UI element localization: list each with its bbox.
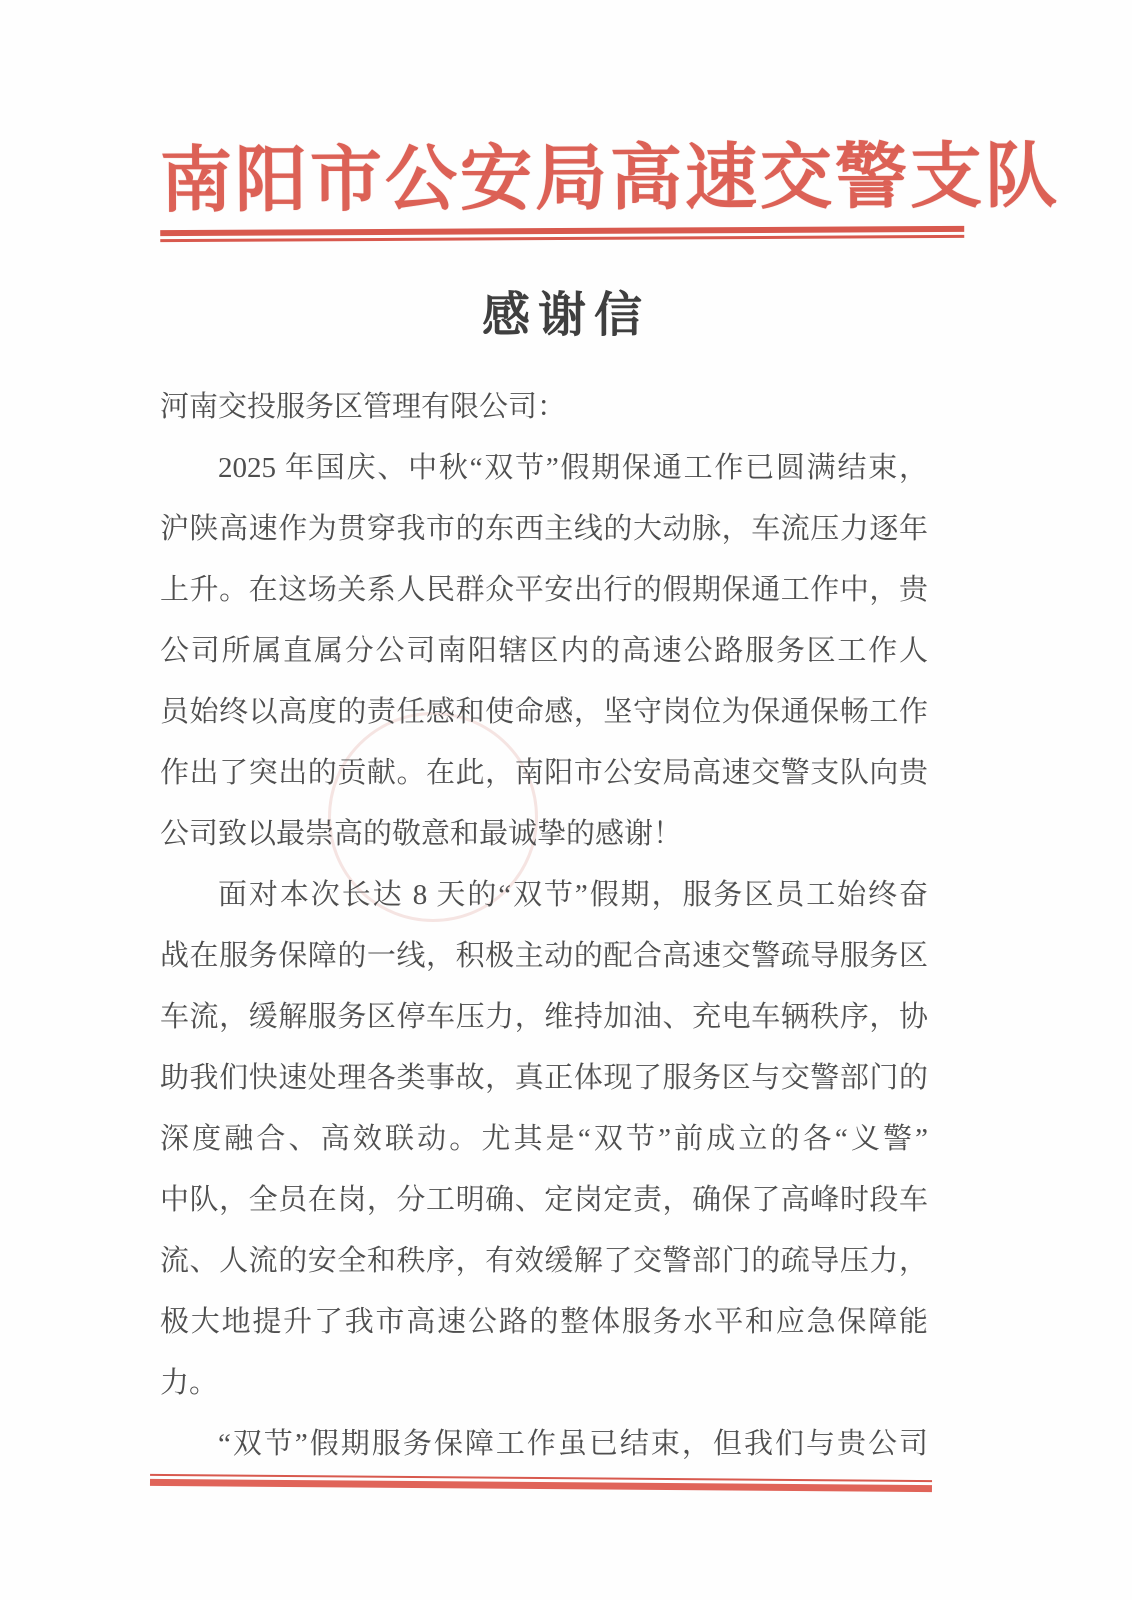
body-line: 员始终以高度的责任感和使命感，坚守岗位为保通保畅工作 (160, 696, 928, 728)
footer-divider (150, 1474, 932, 1492)
body-line: 中队，全员在岗，分工明确、定岗定责，确保了高峰时段车 (160, 1184, 928, 1216)
letterhead-org-name: 南阳市公安局高速交警支队 (159, 136, 1061, 222)
body-line: 沪陕高速作为贯穿我市的东西主线的大动脉，车流压力逐年 (160, 513, 928, 545)
salutation: 河南交投服务区管理有限公司： (160, 391, 567, 423)
body-line: 助我们快速处理各类事故，真正体现了服务区与交警部门的 (160, 1062, 928, 1094)
body-line: 2025 年国庆、中秋“双节”假期保通工作已圆满结束， (218, 452, 928, 484)
body-line: 公司致以最崇高的敬意和最诚挚的感谢！ (160, 818, 683, 850)
body-line: 力。 (160, 1367, 219, 1399)
body-line: 深度融合、高效联动。尤其是“双节”前成立的各“义警” (160, 1123, 928, 1155)
body-line: 上升。在这场关系人民群众平安出行的假期保通工作中，贵 (160, 574, 928, 606)
body-line: 流、人流的安全和秩序，有效缓解了交警部门的疏导压力， (160, 1245, 928, 1277)
letter-body (160, 377, 928, 1475)
body-line: “双节”假期服务保障工作虽已结束，但我们与贵公司 (218, 1428, 928, 1460)
body-line: 作出了突出的贡献。在此，南阳市公安局高速交警支队向贵 (160, 757, 928, 789)
body-line: 面对本次长达 8 天的“双节”假期，服务区员工始终奋 (218, 879, 928, 911)
letter-title: 感谢信 (481, 289, 650, 342)
body-line: 公司所属直属分公司南阳辖区内的高速公路服务区工作人 (160, 635, 928, 667)
body-line: 战在服务保障的一线，积极主动的配合高速交警疏导服务区 (160, 940, 928, 972)
body-line: 极大地提升了我市高速公路的整体服务水平和应急保障能 (160, 1306, 928, 1338)
letterhead (159, 134, 1061, 242)
body-line: 车流，缓解服务区停车压力，维持加油、充电车辆秩序，协 (160, 1001, 928, 1033)
letterhead-divider (160, 226, 964, 242)
